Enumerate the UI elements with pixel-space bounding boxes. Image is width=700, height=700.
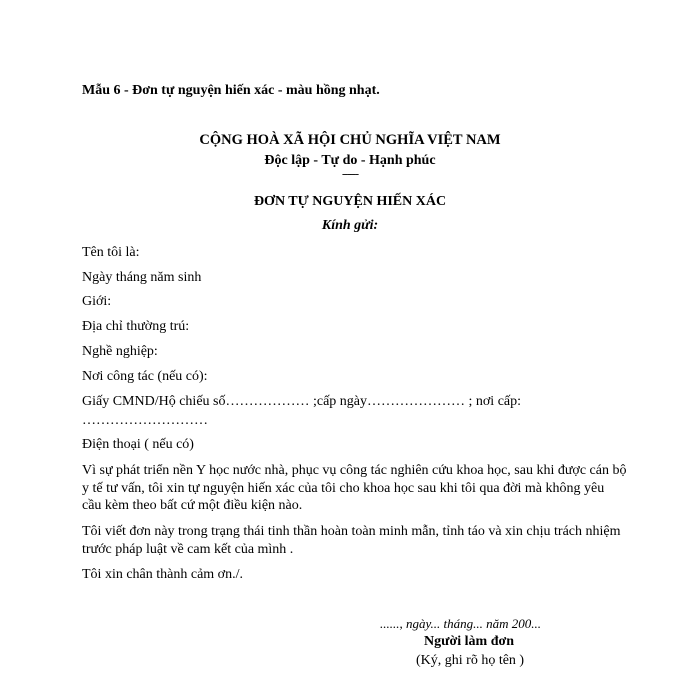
document-title: ĐƠN TỰ NGUYỆN HIẾN XÁC: [253, 194, 447, 209]
field-occupation: Nghề nghiệp:: [82, 344, 158, 359]
statement-paragraph: Vì sự phát triển nền Y học nước nhà, phục vụ công tác nghiên cứu khoa học, sau khi được cán bộ y tế tư vấn, tôi xin tự nguyện hiến xác của tôi cho khoa học sau khi tôi qua đời mà không yêu cầu kèm theo bất cứ một điều kiện nào.: [82, 463, 627, 513]
field-dob: Ngày tháng năm sinh: [82, 270, 202, 285]
field-id-document-continued: ………………………: [82, 413, 208, 428]
header-separator: ------: [342, 168, 358, 180]
thanks-paragraph: Tôi xin chân thành cảm ơn./.: [82, 567, 243, 582]
form-label: Mẫu 6 - Đơn tự nguyện hiến xác - màu hồng nhạt.: [82, 83, 380, 98]
field-name: Tên tôi là:: [82, 245, 140, 260]
field-workplace: Nơi công tác (nếu có):: [82, 369, 208, 384]
signature-applicant-title: Người làm đơn: [424, 634, 515, 649]
commitment-paragraph: Tôi viết đơn này trong trạng thái tinh thần hoàn toàn minh mẫn, tỉnh táo và xin chịu trách nhiệm trước pháp luật về cam kết của mình .: [82, 524, 621, 557]
field-address: Địa chỉ thường trú:: [82, 319, 190, 334]
signature-note: (Ký, ghi rõ họ tên ): [416, 653, 525, 668]
field-id-document: Giấy CMND/Hộ chiếu số……………… ;cấp ngày………………… ; nơi cấp:: [82, 394, 522, 409]
national-motto: Độc lập - Tự do - Hạnh phúc: [264, 153, 436, 168]
addressee-label: Kính gửi:: [321, 218, 379, 233]
field-gender: Giới:: [82, 294, 112, 309]
national-title: CỘNG HOÀ XÃ HỘI CHỦ NGHĨA VIỆT NAM: [199, 132, 501, 148]
signature-date-line: ......, ngày... tháng... năm 200...: [380, 616, 542, 631]
field-phone: Điện thoại ( nếu có): [82, 437, 194, 452]
